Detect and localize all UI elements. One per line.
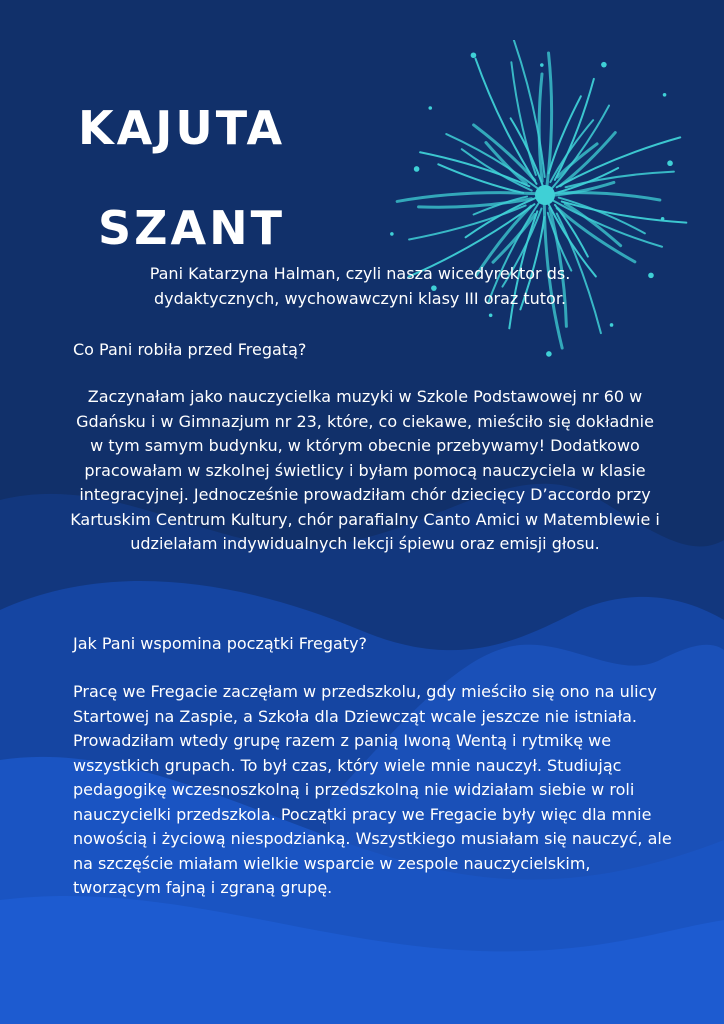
- firework-ray: [559, 193, 660, 200]
- firework-spark: [661, 217, 665, 221]
- firework-spark: [390, 232, 394, 236]
- firework-spark: [540, 63, 544, 67]
- firework-spark: [601, 62, 607, 68]
- firework-spark: [667, 160, 673, 166]
- intro-paragraph: Pani Katarzyna Halman, czyli nasza wicedyrektor ds. dydaktycznych, wychowawczyni klasy III oraz tutor.: [149, 264, 571, 308]
- answer-1: Zaczynałam jako nauczycielka muzyki w Szkole Podstawowej nr 60 w Gdańsku i w Gimnazjum nr 23, które, co ciekawe, mieściło się dokładnie w tym samym budynku, w którym obecnie przebywamy! Dodatkowo pracowałam w szkolnej świetlicy i byłam pomocą nauczyciela w klasie integracyjnej. Jednocześnie prowadziłam chór dziecięcy D’accordo przy Kartuskim Centrum Kultury, chór parafialny Canto Amici w Matemblewie i udzielałam indywidualnych lekcji śpiewu oraz emisji głosu.: [70, 387, 660, 553]
- firework-spark: [428, 106, 432, 110]
- answer-2: Pracę we Fregacie zaczęłam w przedszkolu, gdy mieściło się ono na ulicy Startowej na Zaspie, a Szkoła dla Dziewcząt wcale jeszcze nie istniała. Prowadziłam wtedy grupę razem z panią Iwoną Wentą i rytmikę we wszystkich grupach. To był czas, który wiele mnie nauczył. Studiując pedagogikę wczesnoszkolną i przedszkolną nie widziałam siebie w roli nauczycielki przedszkola. Początki pracy we Fregacie były więc dla mnie nowością i życiową niespodzianką. Wszystkiego musiałam się nauczyć, ale na szczęście miałam wielkie wsparcie w zespole nauczycielskim, tworzącym fajną i zgraną grupę.: [73, 682, 672, 897]
- firework-spark: [414, 166, 420, 172]
- firework-spark: [610, 323, 614, 327]
- title-line-1: KAJUTA: [78, 101, 286, 155]
- firework-spark: [546, 351, 552, 357]
- firework-ray: [539, 74, 542, 181]
- question-1: Co Pani robiła przed Fregatą?: [73, 340, 307, 359]
- title-line-2: SZANT: [98, 201, 285, 255]
- page-title: [78, 78, 285, 278]
- firework-spark: [471, 52, 477, 58]
- firework-spark: [489, 313, 493, 317]
- firework-spark: [648, 273, 654, 279]
- question-2: Jak Pani wspomina początki Fregaty?: [73, 634, 368, 653]
- firework-spark: [663, 93, 667, 97]
- firework-icon: [380, 40, 710, 380]
- firework-core: [535, 185, 555, 205]
